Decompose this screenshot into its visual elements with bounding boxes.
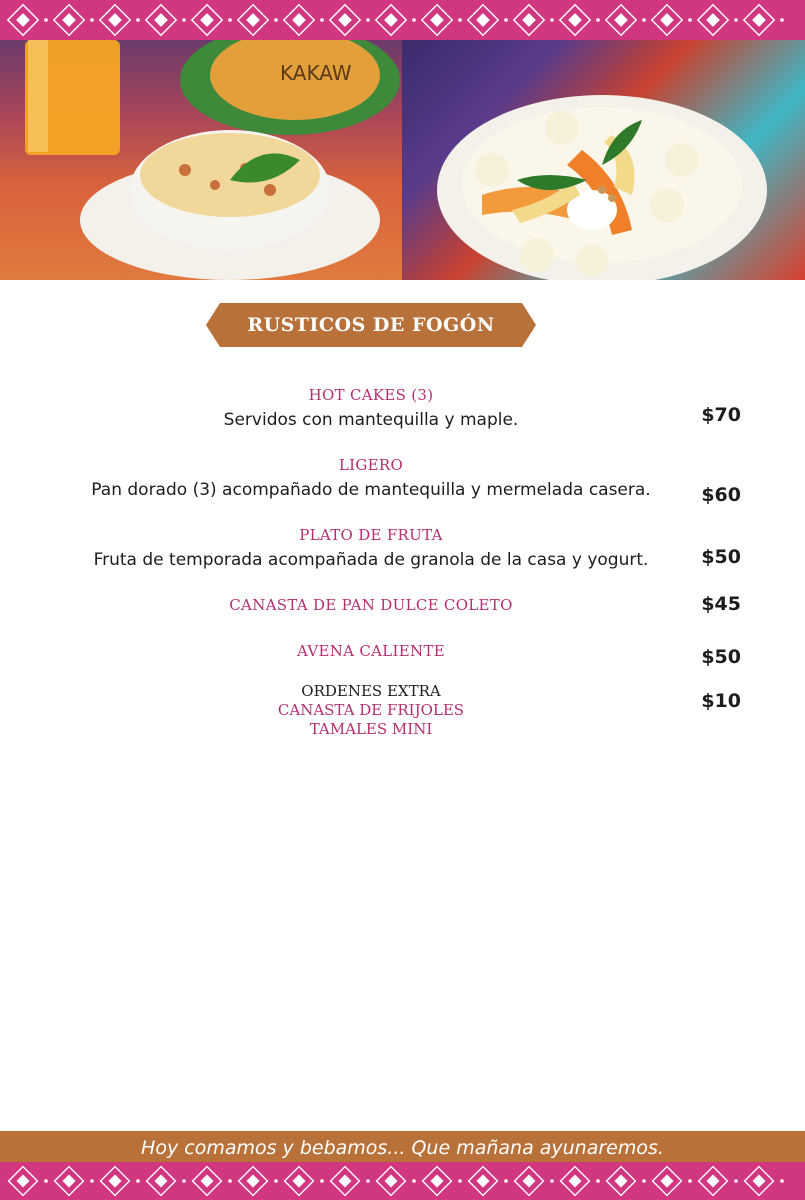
- band-diamond-inner: [522, 13, 536, 27]
- band-dot: [228, 18, 232, 22]
- band-diamond-inner: [292, 13, 306, 27]
- item-name: HOT CAKES (3): [308, 386, 434, 404]
- item-price: $70: [701, 404, 741, 426]
- band-dot: [90, 18, 94, 22]
- band-dot: [44, 1179, 48, 1183]
- band-dot: [90, 1179, 94, 1183]
- band-dot: [320, 18, 324, 22]
- kakaw-bowl-label: KAKAW: [280, 61, 352, 85]
- band-dot: [412, 1179, 416, 1183]
- top-decorative-band: [0, 0, 805, 40]
- item-name: CANASTA DE PAN DULCE COLETO: [229, 596, 513, 614]
- band-diamond-inner: [430, 13, 444, 27]
- band-diamond-inner: [477, 1175, 490, 1188]
- extra-option: TAMALES MINI: [309, 720, 433, 738]
- band-diamond-inner: [293, 1175, 306, 1188]
- band-diamond-inner: [476, 13, 490, 27]
- band-diamond-inner: [339, 1175, 352, 1188]
- band-diamond-inner: [63, 1175, 76, 1188]
- footer-slogan: Hoy comamos y bebamos... Que mañana ayunaremos.: [141, 1136, 664, 1159]
- band-dot: [136, 18, 140, 22]
- band-diamond-inner: [109, 1175, 122, 1188]
- band-diamond-inner: [200, 13, 214, 27]
- band-dot: [44, 18, 48, 22]
- band-dot: [320, 1179, 324, 1183]
- band-dot: [366, 1179, 370, 1183]
- band-dot: [688, 18, 692, 22]
- band-diamond-inner: [706, 13, 720, 27]
- footer-banner: [0, 1131, 805, 1164]
- band-dot: [550, 18, 554, 22]
- band-diamond-inner: [385, 1175, 398, 1188]
- item-description: Servidos con mantequilla y maple.: [223, 410, 519, 430]
- band-diamond-inner: [155, 1175, 168, 1188]
- item-description: Fruta de temporada acompañada de granola de la casa y yogurt.: [93, 550, 649, 570]
- band-diamond-inner: [752, 13, 766, 27]
- band-diamond-inner: [661, 1175, 674, 1188]
- extras-price: $10: [701, 690, 741, 712]
- band-diamond-inner: [660, 13, 674, 27]
- band-dot: [458, 18, 462, 22]
- band-diamond-inner: [154, 13, 168, 27]
- band-dot: [780, 1179, 784, 1183]
- band-diamond-inner: [17, 1175, 30, 1188]
- band-dot: [734, 18, 738, 22]
- photo-atole-bowl: [0, 40, 402, 280]
- band-dot: [136, 1179, 140, 1183]
- band-diamond-inner: [753, 1175, 766, 1188]
- band-dot: [228, 1179, 232, 1183]
- band-dot: [596, 1179, 600, 1183]
- band-dot: [274, 1179, 278, 1183]
- band-dot: [688, 1179, 692, 1183]
- band-dot: [182, 18, 186, 22]
- band-dot: [642, 18, 646, 22]
- band-dot: [780, 18, 784, 22]
- extras-heading: ORDENES EXTRA: [301, 682, 441, 700]
- band-dot: [412, 18, 416, 22]
- band-diamond-inner: [247, 1175, 260, 1188]
- band-dot: [642, 1179, 646, 1183]
- band-diamond-inner: [431, 1175, 444, 1188]
- item-name: PLATO DE FRUTA: [299, 526, 443, 544]
- band-diamond-inner: [108, 13, 122, 27]
- band-dot: [504, 18, 508, 22]
- band-diamond-inner: [568, 13, 582, 27]
- band-dot: [550, 1179, 554, 1183]
- item-price: $45: [701, 593, 741, 615]
- band-dot: [366, 18, 370, 22]
- band-diamond-inner: [523, 1175, 536, 1188]
- photo-fruit-plate: [402, 40, 805, 280]
- header-photos: [0, 40, 805, 280]
- band-dot: [182, 1179, 186, 1183]
- band-diamond-inner: [569, 1175, 582, 1188]
- band-dot: [734, 1179, 738, 1183]
- section-title: RUSTICOS DE FOGÓN: [247, 314, 495, 336]
- item-price: $50: [701, 546, 741, 568]
- item-price: $50: [701, 646, 741, 668]
- band-diamond-inner: [201, 1175, 214, 1188]
- item-name: AVENA CALIENTE: [296, 642, 446, 660]
- band-diamond-inner: [62, 13, 76, 27]
- band-diamond-inner: [16, 13, 30, 27]
- band-diamond-inner: [384, 13, 398, 27]
- extra-orders: [0, 682, 742, 739]
- band-diamond-inner: [615, 1175, 628, 1188]
- item-description: Pan dorado (3) acompañado de mantequilla y mermelada casera.: [91, 480, 651, 500]
- band-dot: [274, 18, 278, 22]
- band-diamond-inner: [246, 13, 260, 27]
- bottom-decorative-band: [0, 1162, 805, 1200]
- band-diamond-inner: [614, 13, 628, 27]
- item-price: $60: [701, 484, 741, 506]
- section-banner: [206, 303, 536, 347]
- band-dot: [504, 1179, 508, 1183]
- band-dot: [458, 1179, 462, 1183]
- extra-option: CANASTA DE FRIJOLES: [277, 701, 465, 719]
- band-diamond-inner: [707, 1175, 720, 1188]
- band-dot: [596, 18, 600, 22]
- item-name: LIGERO: [338, 456, 404, 474]
- band-diamond-inner: [338, 13, 352, 27]
